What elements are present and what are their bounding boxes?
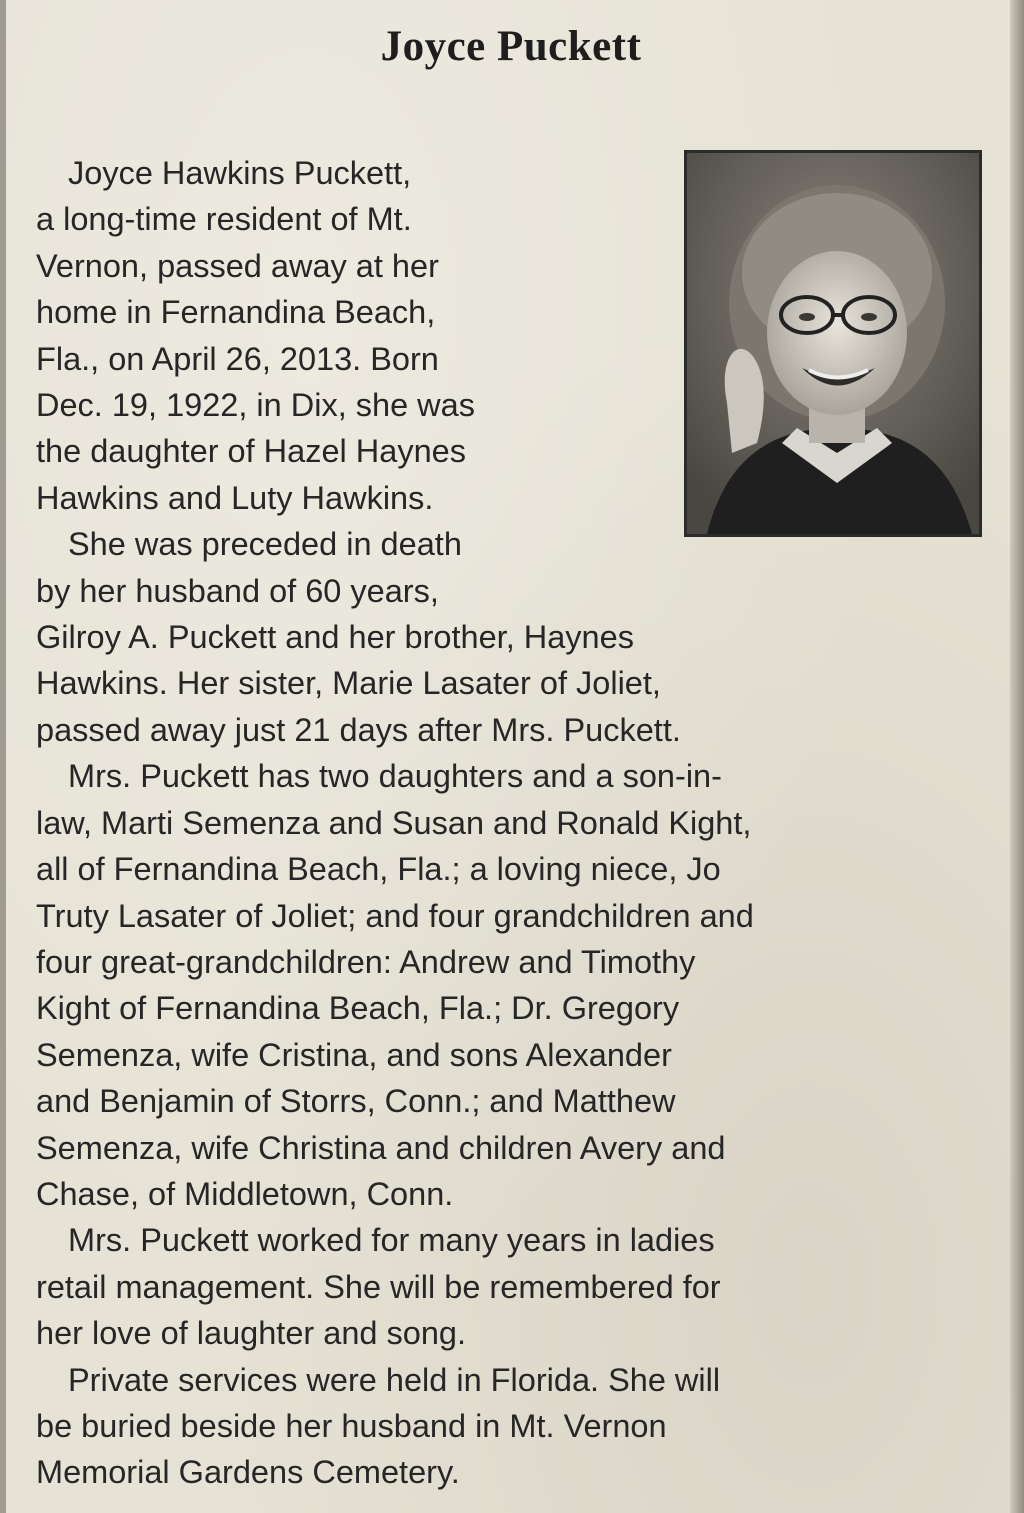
obituary-headline: Joyce Puckett — [380, 23, 642, 70]
text-line: home in Fernandina Beach, — [36, 294, 436, 331]
text-line: Mrs. Puckett has two daughters and a son-in- — [68, 758, 722, 795]
text-line: Gilroy A. Puckett and her brother, Haynes — [36, 619, 634, 656]
text-line: Chase, of Middletown, Conn. — [36, 1175, 454, 1212]
text-line: passed away just 21 days after Mrs. Puckett. — [36, 711, 681, 748]
text-line: and Benjamin of Storrs, Conn.; and Matthew — [36, 1083, 676, 1120]
text-line: Dec. 19, 1922, in Dix, she was — [36, 387, 475, 424]
text-line: Mrs. Puckett worked for many years in ladies — [68, 1222, 715, 1259]
text-line: Joyce Hawkins Puckett, — [68, 155, 412, 191]
page-edge — [1010, 0, 1024, 1513]
text-line: retail management. She will be remembered for — [36, 1268, 721, 1305]
obituary-text — [36, 150, 996, 1496]
text-line: a long-time resident of Mt. — [36, 201, 412, 238]
text-line: Truty Lasater of Joliet; and four grandchildren and — [36, 897, 754, 934]
text-line: Hawkins. Her sister, Marie Lasater of Joliet, — [36, 665, 661, 702]
text-line: Fla., on April 26, 2013. Born — [36, 340, 439, 377]
obituary-clipping — [6, 0, 1012, 1513]
text-line: four great-grandchildren: Andrew and Timothy — [36, 943, 696, 980]
text-line: by her husband of 60 years, — [36, 572, 439, 609]
text-line: Kight of Fernandina Beach, Fla.; Dr. Gregory — [36, 990, 680, 1027]
text-line: She was preceded in death — [68, 526, 462, 563]
text-line: Memorial Gardens Cemetery. — [36, 1454, 460, 1491]
text-line: all of Fernandina Beach, Fla.; a loving niece, Jo — [36, 851, 721, 888]
text-line: Semenza, wife Cristina, and sons Alexander — [36, 1036, 672, 1073]
text-line: Semenza, wife Christina and children Avery and — [36, 1129, 726, 1166]
text-line: Vernon, passed away at her — [36, 247, 439, 284]
text-line: be buried beside her husband in Mt. Vernon — [36, 1407, 667, 1444]
text-line: law, Marti Semenza and Susan and Ronald Kight, — [36, 804, 752, 841]
text-line: Private services were held in Florida. She will — [68, 1361, 721, 1398]
text-line: Hawkins and Luty Hawkins. — [36, 479, 434, 516]
text-line: the daughter of Hazel Haynes — [36, 433, 466, 470]
text-line: her love of laughter and song. — [36, 1315, 467, 1352]
